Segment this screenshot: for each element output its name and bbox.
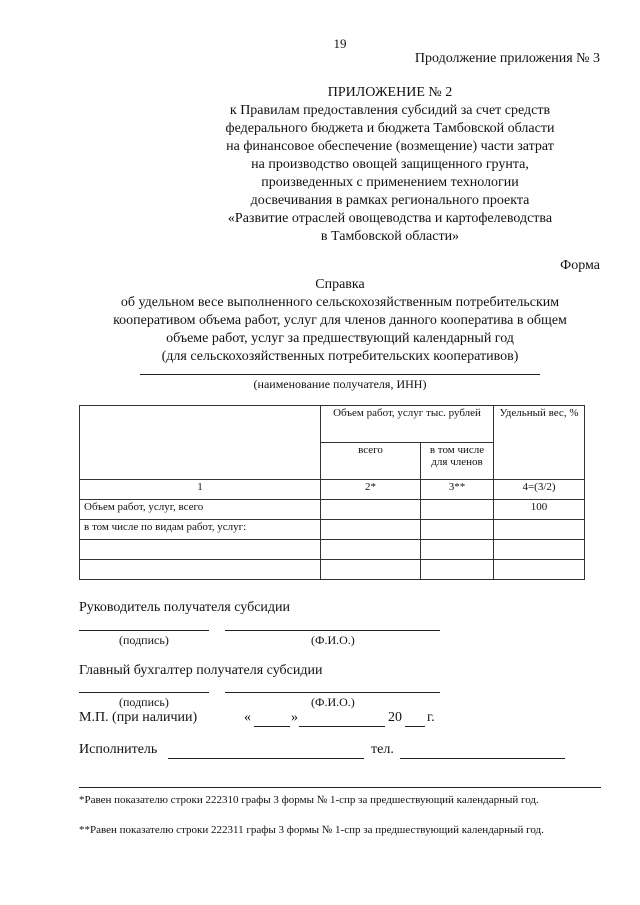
head-fio-caption: (Ф.И.О.) <box>311 633 355 647</box>
header-volume: Объем работ, услуг тыс. рублей <box>321 406 494 443</box>
row-label[interactable] <box>80 560 321 580</box>
table-row <box>80 560 585 580</box>
row-label: Объем работ, услуг, всего <box>80 500 321 520</box>
appendix-line: на финансовое обеспечение (возмещение) части затрат <box>226 139 554 154</box>
table-row <box>80 500 585 520</box>
phone-line[interactable] <box>400 758 565 759</box>
footnote-1: *Равен показателю строки 222310 графы 3 формы № 1-спр за предшествующий календарный год. <box>79 794 539 806</box>
share-table <box>79 405 585 580</box>
cell-share[interactable] <box>494 560 585 580</box>
executor-label: Исполнитель <box>79 742 158 757</box>
appendix-line: к Правилам предоставления субсидий за счет средств <box>229 103 551 118</box>
appendix-line: «Развитие отраслей овощеводства и картофелеводства <box>227 211 553 226</box>
row-label: в том числе по видам работ, услуг: <box>80 520 321 540</box>
accountant-fio-caption: (Ф.И.О.) <box>311 695 355 709</box>
page-number: 19 <box>333 36 347 51</box>
date-year: 20 <box>388 710 402 725</box>
appendix-header <box>150 84 630 246</box>
cell-members[interactable] <box>421 500 494 520</box>
document-title <box>60 276 620 366</box>
executor-line[interactable] <box>168 758 364 759</box>
header-total: всего <box>321 443 421 480</box>
accountant-fio-line[interactable] <box>225 692 440 693</box>
cell-total[interactable] <box>321 560 421 580</box>
date-g: г. <box>427 710 435 725</box>
date-year-line[interactable] <box>405 726 425 727</box>
appendix-line: в Тамбовской области» <box>320 229 460 244</box>
head-signature-line[interactable] <box>79 630 209 631</box>
title-line: Справка <box>315 277 365 292</box>
column-number: 4=(3/2) <box>494 480 585 500</box>
title-line: об удельном весе выполненного сельскохозяйственным потребительским <box>120 295 560 310</box>
cell-members[interactable] <box>421 540 494 560</box>
footnote-2: **Равен показателю строки 222311 графы 3 формы № 1-спр за предшествующий календарный год. <box>79 824 544 836</box>
head-title: Руководитель получателя субсидии <box>79 600 291 615</box>
cell-members[interactable] <box>421 520 494 540</box>
form-label: Форма <box>560 258 600 273</box>
table-row <box>80 520 585 540</box>
header-blank <box>80 406 321 480</box>
accountant-signature-line[interactable] <box>79 692 209 693</box>
continuation-note: Продолжение приложения № 3 <box>414 51 600 66</box>
accountant-sign-caption: (подпись) <box>119 695 169 709</box>
cell-total[interactable] <box>321 500 421 520</box>
appendix-line: ПРИЛОЖЕНИЕ № 2 <box>327 85 453 100</box>
appendix-line: досвечивания в рамках регионального проекта <box>250 193 530 208</box>
column-number: 3** <box>421 480 494 500</box>
cell-share[interactable] <box>494 540 585 560</box>
title-line: (для сельскохозяйственных потребительских кооперативов) <box>161 349 519 364</box>
date-open-quote: « <box>244 710 251 725</box>
cell-members[interactable] <box>421 560 494 580</box>
appendix-line: произведенных с применением технологии <box>261 175 519 190</box>
footnote-separator <box>79 787 601 788</box>
row-label[interactable] <box>80 540 321 560</box>
title-line: объеме работ, услуг за предшествующий календарный год <box>166 331 514 346</box>
cell-total[interactable] <box>321 540 421 560</box>
date-close-quote: » <box>291 710 298 725</box>
appendix-line: федерального бюджета и бюджета Тамбовской области <box>225 121 555 136</box>
column-number: 1 <box>80 480 321 500</box>
table-row <box>80 540 585 560</box>
phone-label: тел. <box>371 742 394 757</box>
appendix-line: на производство овощей защищенного грунта, <box>251 157 529 172</box>
header-share: Удельный вес, % <box>494 406 585 480</box>
date-day-line[interactable] <box>254 726 290 727</box>
head-fio-line[interactable] <box>225 630 440 631</box>
header-members: в том числе для членов <box>421 443 494 480</box>
title-line: кооперативом объема работ, услуг для членов данного кооператива в общем <box>113 313 567 328</box>
column-number: 2* <box>321 480 421 500</box>
recipient-caption: (наименование получателя, ИНН) <box>253 377 427 391</box>
seal-label: М.П. (при наличии) <box>79 710 198 725</box>
cell-share[interactable] <box>494 520 585 540</box>
accountant-title: Главный бухгалтер получателя субсидии <box>79 663 323 678</box>
head-sign-caption: (подпись) <box>119 633 169 647</box>
cell-total[interactable] <box>321 520 421 540</box>
cell-share[interactable]: 100 <box>494 500 585 520</box>
recipient-name-line[interactable] <box>140 374 540 375</box>
date-month-line[interactable] <box>299 726 385 727</box>
